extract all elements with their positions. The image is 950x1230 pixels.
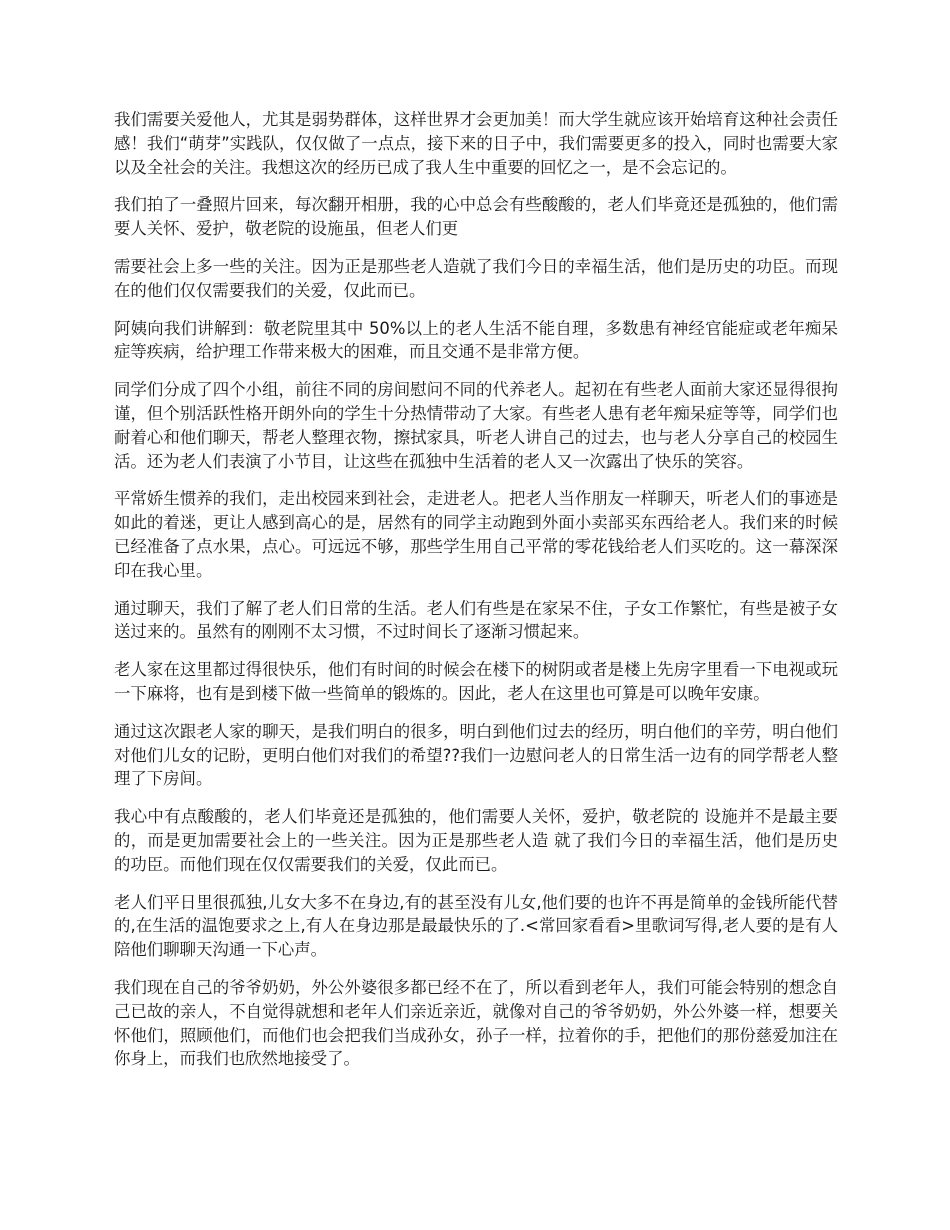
document-page (114, 108, 838, 1085)
paragraph-4: 阿姨向我们讲解到：敬老院里其中 50%以上的老人生活不能自理，多数患有神经官能症或老年痴呆症等疾病，给护理工作带来极大的困难，而且交通不是非常方便。 (114, 318, 838, 362)
paragraph-10: 我心中有点酸酸的，老人们毕竟还是孤独的，他们需要人关怀，爱护，敬老院的 设施并不是最主要的，而是更加需要社会上的一些关注。因为正是那些老人造 就了我们今日的幸福生活，他们是历史的功臣。而他们现在仅仅需要我们的关爱，仅此而已。 (114, 807, 838, 874)
paragraph-9: 通过这次跟老人家的聊天，是我们明白的很多，明白到他们过去的经历，明白他们的辛劳，明白他们对他们儿女的记盼，更明白他们对我们的希望??我们一边慰问老人的日常生活一边有的同学帮老人整理了下房间。 (114, 721, 838, 789)
paragraph-3: 需要社会上多一些的关注。因为正是那些老人造就了我们今日的幸福生活，他们是历史的功臣。而现在的他们仅仅需要我们的关爱，仅此而已。 (114, 256, 838, 300)
paragraph-2: 我们拍了一叠照片回来，每次翻开相册，我的心中总会有些酸酸的，老人们毕竟还是孤独的，他们需要人关怀、爱护，敬老院的设施虽，但老人们更 (114, 195, 838, 239)
paragraph-7: 通过聊天，我们了解了老人们日常的生活。老人们有些是在家呆不住，子女工作繁忙，有些是被子女送过来的。虽然有的刚刚不太习惯，不过时间长了逐渐习惯起来。 (114, 598, 838, 642)
paragraph-11: 老人们平日里很孤独,儿女大多不在身边,有的甚至没有儿女,他们要的也许不再是简单的金钱所能代替的,在生活的温饱要求之上,有人在身边那是最最快乐的了.<常回家看看>里歌词写得,老人要的是有人陪他们聊聊天沟通一下心声。 (114, 892, 838, 960)
paragraph-12: 我们现在自己的爷爷奶奶，外公外婆很多都已经不在了，所以看到老年人，我们可能会特别的想念自己已故的亲人，不自觉得就想和老年人们亲近亲近，就像对自己的爷爷奶奶，外公外婆一样，想要关怀他们，照顾他们，而他们也会把我们当成孙女，孙子一样，拉着你的手，把他们的那份慈爱加注在你身上，而我们也欣然地接受了。 (114, 977, 838, 1069)
paragraph-8: 老人家在这里都过得很快乐，他们有时间的时候会在楼下的树阴或者是楼上先房字里看一下电视或玩一下麻将，也有是到楼下做一些简单的锻炼的。因此，老人在这里也可算是可以晚年安康。 (114, 660, 838, 703)
paragraph-5: 同学们分成了四个小组，前往不同的房间慰问不同的代养老人。起初在有些老人面前大家还显得很拘谨，但个别活跃性格开朗外向的学生十分热情带动了大家。有些老人患有老年痴呆症等等，同学们也耐着心和他们聊天，帮老人整理衣物，擦拭家具，听老人讲自己的过去，也与老人分享自己的校园生活。还为老人们表演了小节目，让这些在孤独中生活着的老人又一次露出了快乐的笑容。 (114, 380, 838, 471)
paragraph-6: 平常娇生惯养的我们，走出校园来到社会，走进老人。把老人当作朋友一样聊天，听老人们的事迹是如此的着迷，更让人感到高心的是，居然有的同学主动跑到外面小卖部买东西给老人。我们来的时候已经准备了点水果，点心。可远远不够，那些学生用自己平常的零花钱给老人们买吃的。这一幕深深印在我心里。 (114, 489, 838, 580)
paragraph-1: 我们需要关爱他人，尤其是弱势群体，这样世界才会更加美！而大学生就应该开始培育这种社会责任感！我们“萌芽”实践队，仅仅做了一点点，接下来的日子中，我们需要更多的投入，同时也需要大家以及全社会的关注。我想这次的经历已成了我人生中重要的回忆之一，是不会忘记的。 (114, 110, 838, 177)
